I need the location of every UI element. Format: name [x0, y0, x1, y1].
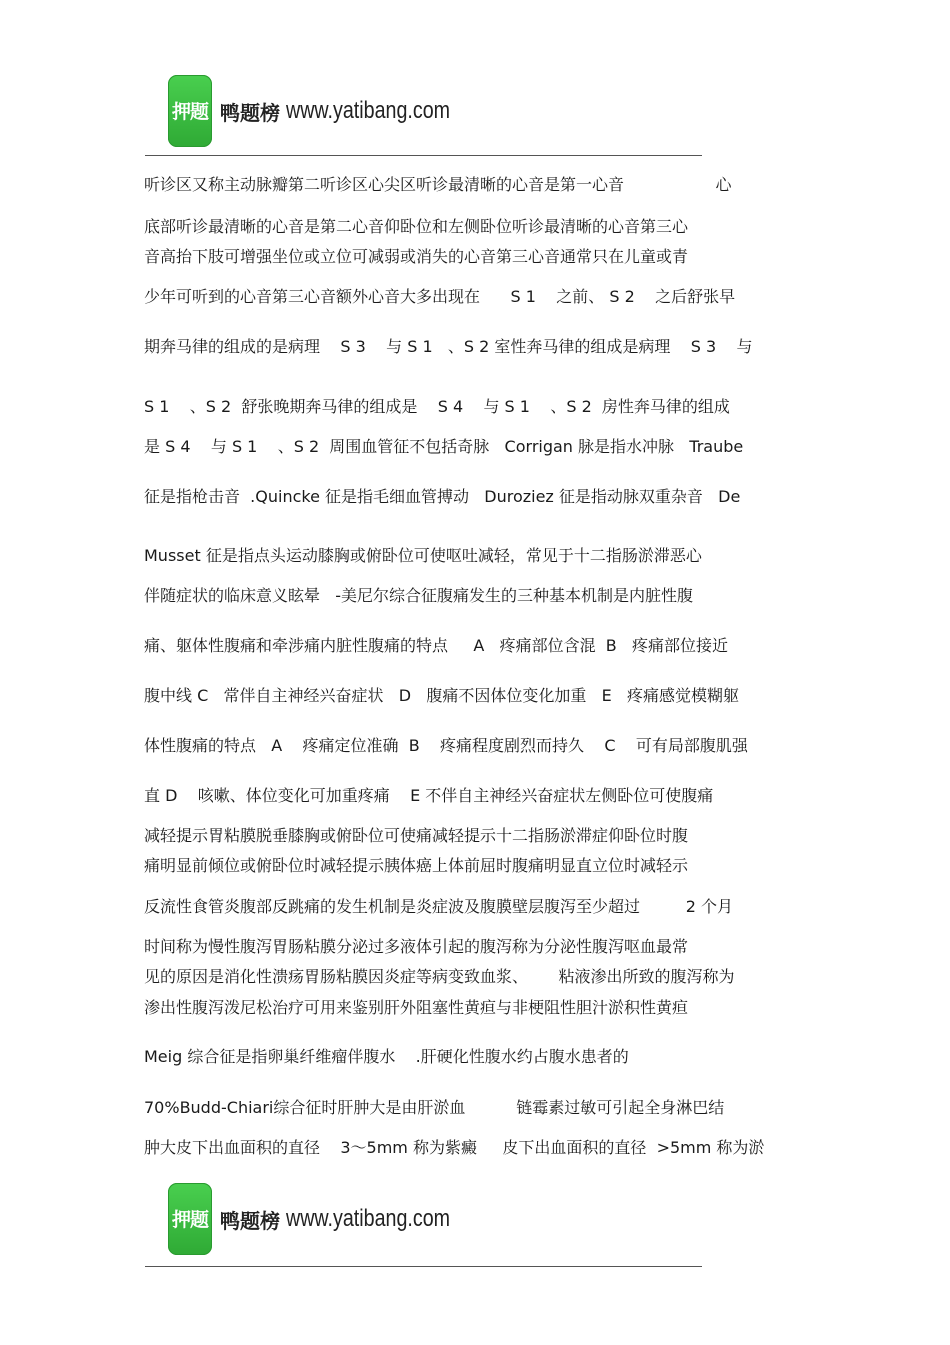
yatibang-logo-icon	[168, 75, 212, 147]
text-line: 是 S 4 与 S 1 、S 2 周围血管征不包括奇脉 Corrigan 脉是指水冲脉 Traube	[144, 437, 744, 456]
brand-name: 鸭题榜	[220, 101, 280, 125]
text-line: 痛、躯体性腹痛和牵涉痛内脏性腹痛的特点 A 疼痛部位含混 B 疼痛部位接近	[144, 636, 729, 655]
text-line: 直 D 咳嗽、体位变化可加重疼痛 E 不伴自主神经兴奋症状左侧卧位可使腹痛	[144, 786, 714, 805]
header-divider-bottom	[145, 1266, 702, 1267]
logo-text: 押题	[171, 1209, 208, 1231]
header-logo-top	[168, 75, 468, 147]
text-line: Meig 综合征是指卵巢纤维瘤伴腹水 .肝硬化性腹水约占腹水患者的	[144, 1047, 629, 1066]
header-divider-top	[145, 155, 702, 156]
text-line: 减轻提示胃粘膜脱垂膝胸或俯卧位可使痛减轻提示十二指肠淤滞症仰卧位时腹	[144, 826, 689, 845]
header-logo-bottom	[168, 1183, 468, 1255]
text-line: 底部听诊最清晰的心音是第二心音仰卧位和左侧卧位听诊最清晰的心音第三心	[144, 217, 689, 236]
logo-text: 押题	[171, 101, 208, 123]
text-line: 征是指枪击音 .Quincke 征是指毛细血管搏动 Duroziez 征是指动脉双重杂音 De	[144, 487, 741, 506]
text-line: 体性腹痛的特点 A 疼痛定位准确 B 疼痛程度剧烈而持久 C 可有局部腹肌强	[144, 736, 748, 755]
yatibang-logo-icon	[168, 1183, 212, 1255]
text-line: 伴随症状的临床意义眩晕 -美尼尔综合征腹痛发生的三种基本机制是内脏性腹	[144, 586, 694, 605]
text-line: 痛明显前倾位或俯卧位时减轻提示胰体癌上体前屈时腹痛明显直立位时减轻示	[144, 856, 689, 875]
text-line: S 1 、S 2 舒张晚期奔马律的组成是 S 4 与 S 1 、S 2 房性奔马律的组成	[144, 397, 730, 416]
brand-name: 鸭题榜	[220, 1209, 280, 1233]
text-line: 反流性食管炎腹部反跳痛的发生机制是炎症波及腹膜壁层腹泻至少超过 2 个月	[144, 897, 734, 916]
text-line: 腹中线 C 常伴自主神经兴奋症状 D 腹痛不因体位变化加重 E 疼痛感觉模糊躯	[144, 686, 739, 705]
text-line: Musset 征是指点头运动膝胸或俯卧位可使呕吐减轻，常见于十二指肠淤滞恶心	[144, 546, 702, 565]
text-line: 肿大皮下出血面积的直径 3～5mm 称为紫癜 皮下出血面积的直径 >5mm 称为淤	[144, 1138, 765, 1157]
text-line: 70%Budd-Chiari综合征时肝肿大是由肝淤血 链霉素过敏可引起全身淋巴结	[144, 1098, 725, 1117]
text-line: 期奔马律的组成的是病理 S 3 与 S 1 、S 2 室性奔马律的组成是病理 S 3 与	[144, 337, 753, 356]
text-line: 听诊区又称主动脉瓣第二听诊区心尖区听诊最清晰的心音是第一心音 心	[144, 175, 732, 194]
text-line: 音高抬下肢可增强坐位或立位可减弱或消失的心音第三心音通常只在儿童或青	[144, 247, 689, 266]
text-line: 时间称为慢性腹泻胃肠粘膜分泌过多液体引起的腹泻称为分泌性腹泻呕血最常	[144, 937, 689, 956]
brand-url: www.yatibang.com	[286, 97, 451, 124]
text-line: 渗出性腹泻泼尼松治疗可用来鉴别肝外阻塞性黄疸与非梗阻性胆汁淤积性黄疸	[144, 998, 689, 1017]
brand-url: www.yatibang.com	[286, 1205, 451, 1232]
text-line: 见的原因是消化性溃疡胃肠粘膜因炎症等病变致血浆、 粘液渗出所致的腹泻称为	[144, 967, 735, 986]
text-line: 少年可听到的心音第三心音额外心音大多出现在 S 1 之前、 S 2 之后舒张早	[144, 287, 736, 306]
